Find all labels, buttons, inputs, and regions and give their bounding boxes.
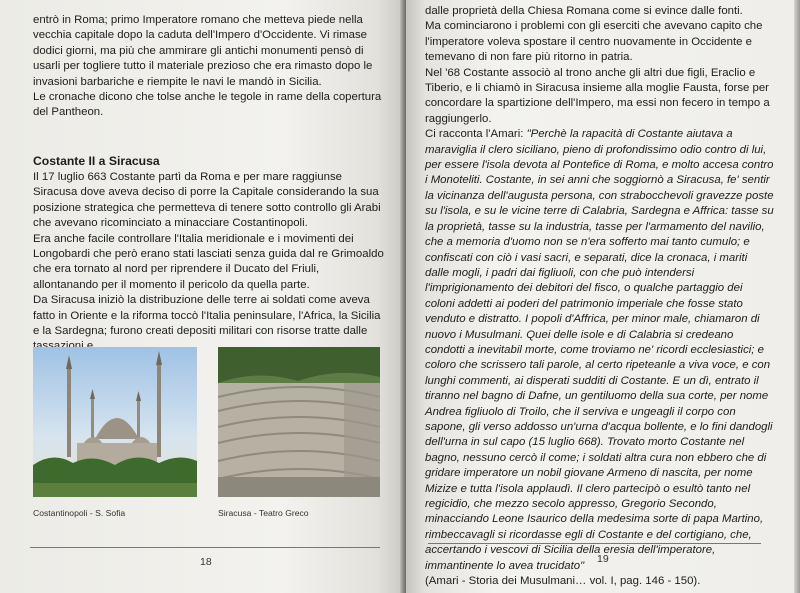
page-number: 19 (597, 553, 609, 565)
page-edge (794, 0, 800, 593)
paragraph: Nel '68 Costante associò al trono anche gli altri due figli, Eraclio e Tiberio, e li chiamò in Siracusa insieme alla moglie Fausta, forse per concordare la spartizione dell'Impero, ma essi non fecero in tempo a raggiungerlo. (425, 66, 770, 125)
paragraph: Ma cominciarono i problemi con gli eserciti che avevano capito che l'imperatore voleva spostare il centro nuovamente in Occidente e temevano di non fare più ritorno in patria. (425, 20, 763, 64)
page-number: 18 (200, 556, 212, 568)
photo-santa-sofia (33, 347, 197, 497)
photo-caption: Costantinopoli - S. Sofia (33, 508, 126, 518)
paragraph: Era anche facile controllare l'Italia meridionale e i movimenti dei Longobardi che però erano stati lasciati senza guida dal re Grimoaldo che era tornato al nord per riprendere il Ducato del Friuli, allontanando per il momento il pericolo da quella parte. (33, 232, 384, 291)
footer-rule (428, 543, 761, 544)
photo-caption: Siracusa - Teatro Greco (218, 508, 309, 518)
quote-text: "Perchè la rapacità di Costante aiutava a maraviglia il clero siciliano, pieno di profondissimo odio contro di lui, per essere l'isola devota al Pontefice di Roma, e molto accesa contro i Monoteliti. Costante, in sei anni che soggiornò a Siracusa, fe' sentir la vicinanza dell'augusta persona, con strabocchevoli gravezze poste su l'isola, e su le vicine terre di Calabria, Sardegna e Affrica: tasse su la proprietà, tasse su la industria, tasse per l'armamento del navilio, che a memoria d'uomo non se n'era sofferto mai tanto cumulo; e confiscati con ciò i vasi sacri, e separati, dice la cronaca, i mariti dalle mogli, i padri dai figliuoli, con che può intendersi l'imprigionamento dei debitori del fisco, o qualche partaggio dei coloni addetti ai poderi del patrimonio imperiale che fosse stato venduto e distratto. I popoli d'Affrica, per minor male, chiamaron di nuovo i Musulmani. Quei delle isole e di Calabria si credeano condotti a inevitabil morte, come troviamo ne' ricordi ecclesiastici; e coloro che scrissero tali parole, al certo ripeteanle a viva voce, e con lunghi commenti, ai disperati sudditi di Costante. E un dì, entrato il tiranno nel bagno di Dafne, un gentiluomo della sua corte, per nome Andrea figliuolo di Troilo, che il serviva e ungeagli il corpo con sapone, gli verso addosso un'urna d'acqua bollente, e lo fini dandogli dell'urna in sul capo (15 luglio 668). Trovato morto Costante nel bagno, nessuno cercò il come; i soldati altra cura non ebbero che di gridare imperatore un nobil giovane Armeno di nascita, per nome Mizize e tutta l'isola applaudì. Il clero partecipò o esultò tanto nel regicidio, che mezzo secolo appresso, Gregorio Secondo, minacciando Leone Isaurico della medesima sorte di papa Martino, rimbeccavagli si ricordasse egli di Costante e del cortigiano, che, accertando i vescovi di Sicilia della eresia dell'imperatore, immantinente lo avea trucidato" (425, 128, 774, 572)
mosque-illustration (33, 347, 197, 497)
footer-rule (30, 547, 380, 548)
quote-intro: Ci racconta l'Amari: (425, 128, 527, 141)
left-page-intro-text (33, 13, 385, 121)
theatre-illustration (218, 347, 380, 497)
paragraph: Il 17 luglio 663 Costante partì da Roma e per mare raggiunse Siracusa dove aveva deciso di porre la Capitale considerando la sua posizione strategica che permetteva di tenere sotto controllo gli Arabi che avevano ricominciato a minacciare Costantinopoli. (33, 171, 381, 230)
paragraph: dalle proprietà della Chiesa Romana come si evince dalle fonti. (425, 5, 743, 17)
section-heading: Costante II a Siracusa (33, 154, 160, 168)
photo-teatro-greco (218, 347, 380, 497)
paragraph: entrò in Roma; primo Imperatore romano che metteva piede nella vecchia capitale dopo la caduta dell'Impero d'Occidente. Vi rimase dodici giorni, ma più che ammirare gli antichi monumenti pensò di usarli per togliere tutto il materiale prezioso che era rimasto dopo le invasioni barbariche e riempite le navi le mandò in Sicilia. (33, 14, 373, 88)
paragraph: Le cronache dicono che tolse anche le tegole in rame della copertura del Pantheon. (33, 91, 382, 119)
left-page-section-text (33, 170, 385, 355)
quote-paragraph (425, 127, 774, 574)
paragraph: Da Siracusa iniziò la distribuzione delle terre ai soldati come aveva fatto in Oriente e la riforma toccò l'Italia peninsulare, l'Africa, la Sicilia e la Sardegna; furono creati depositi militari con risorse tratte dalle (33, 294, 381, 338)
right-page-text (425, 4, 774, 589)
citation: (Amari - Storia dei Musulmani… vol. I, pag. 146 - 150). (425, 575, 701, 588)
